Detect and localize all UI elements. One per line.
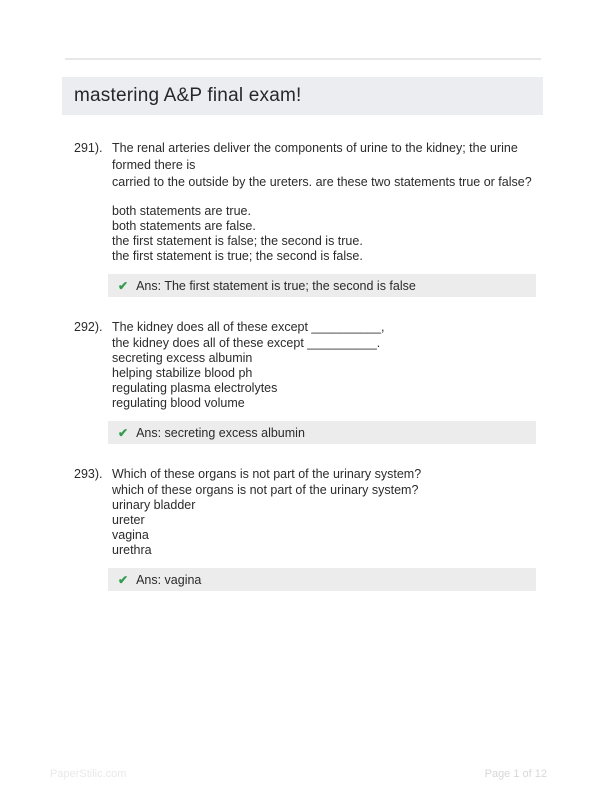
question-body	[112, 140, 536, 297]
option-line: regulating plasma electrolytes	[112, 381, 278, 395]
question-body	[112, 319, 536, 444]
option-line: which of these organs is not part of the urinary system?	[112, 483, 419, 497]
answer-box	[108, 568, 536, 591]
question-block	[74, 140, 536, 297]
option-line: ureter	[112, 513, 145, 527]
option-line: secreting excess albumin	[112, 351, 253, 365]
question-block	[74, 319, 536, 444]
question-number: 292).	[74, 320, 103, 334]
question-block	[74, 466, 536, 591]
question-text-line: Which of these organs is not part of the urinary system?	[112, 467, 422, 481]
question-spacer	[112, 191, 536, 204]
question-number: 293).	[74, 467, 103, 481]
questions-list	[74, 140, 536, 591]
option-line: regulating blood volume	[112, 396, 245, 410]
option-line: urinary bladder	[112, 498, 196, 512]
answer-box	[108, 274, 536, 297]
check-icon: ✔	[118, 572, 129, 587]
option-line: the kidney does all of these except __________.	[112, 336, 381, 350]
top-divider	[65, 58, 541, 60]
watermark: PaperStilic.com	[50, 768, 127, 780]
option-line: the first statement is true; the second is false.	[112, 249, 363, 263]
option-line: helping stabilize blood ph	[112, 366, 253, 380]
question-text-line: The kidney does all of these except __________,	[112, 320, 385, 334]
option-line: the first statement is false; the second is true.	[112, 234, 363, 248]
question-number: 291).	[74, 141, 103, 155]
option-line: both statements are true.	[112, 204, 251, 218]
question-body	[112, 466, 536, 591]
option-line: both statements are false.	[112, 219, 256, 233]
answer-text: Ans: secreting excess albumin	[136, 425, 305, 440]
option-line: urethra	[112, 543, 152, 557]
check-icon: ✔	[118, 425, 129, 440]
answer-text: Ans: The first statement is true; the second is false	[136, 278, 416, 293]
answer-text: Ans: vagina	[136, 572, 202, 587]
page-indicator: Page 1 of 12	[484, 768, 547, 780]
answer-box	[108, 421, 536, 444]
title-box	[62, 77, 543, 115]
option-line: vagina	[112, 528, 149, 542]
question-text-line: The renal arteries deliver the components of urine to the kidney; the urine formed there is	[112, 141, 518, 172]
check-icon: ✔	[118, 278, 129, 293]
question-text-line: carried to the outside by the ureters. are these two statements true or false?	[112, 175, 532, 189]
page-title: mastering A&P final exam!	[74, 85, 302, 106]
